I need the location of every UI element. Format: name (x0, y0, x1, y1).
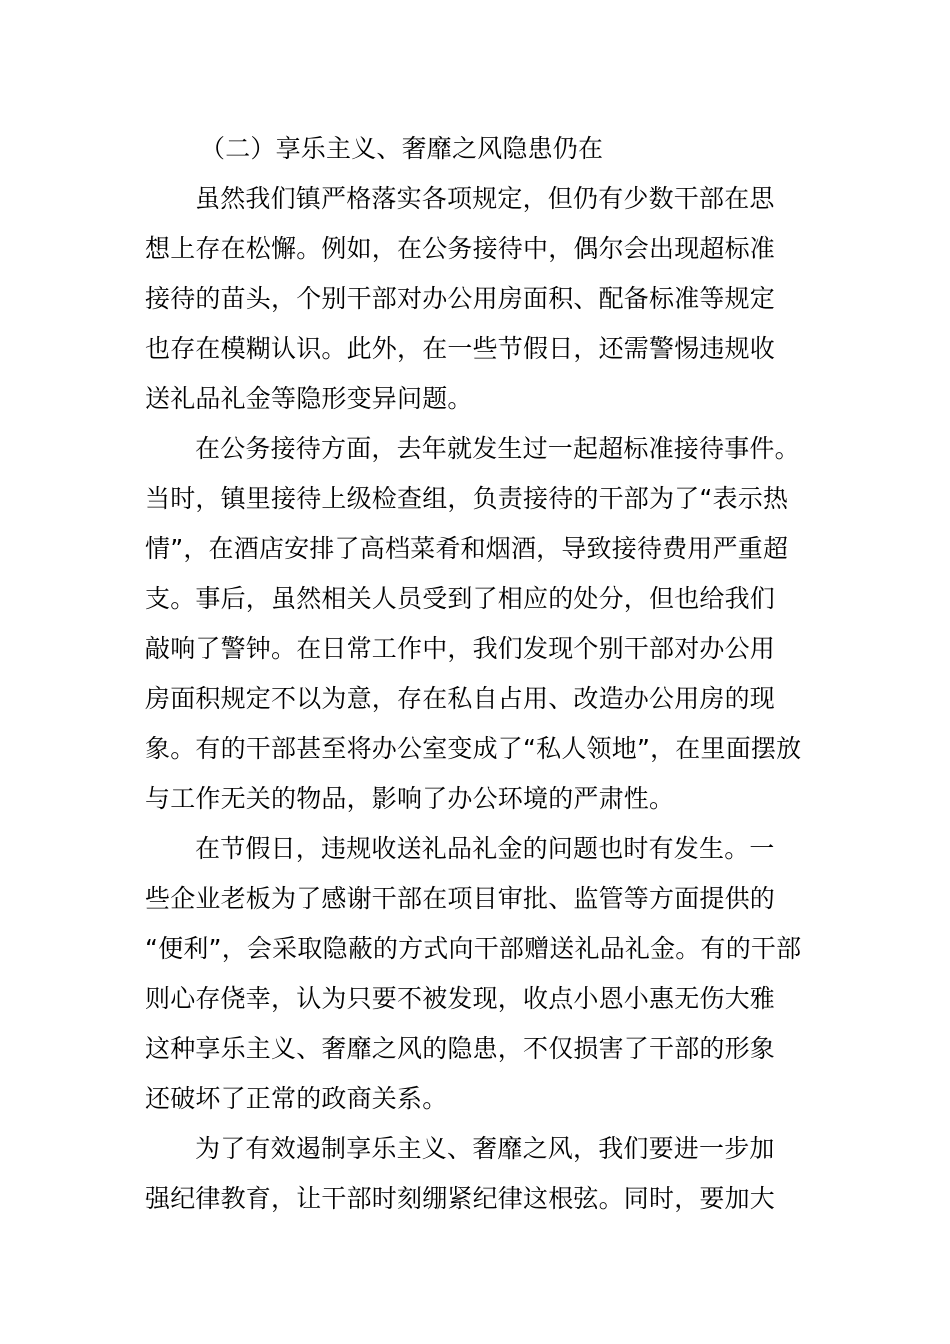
paragraph-line: 敲响了警钟。在日常工作中，我们发现个别干部对办公用 (145, 634, 776, 663)
paragraph-2 (145, 424, 825, 824)
paragraph-line: 为了有效遏制享乐主义、奢靡之风，我们要进一步加 (195, 1134, 775, 1163)
paragraph-line: 支。事后，虽然相关人员受到了相应的处分，但也给我们 (145, 584, 776, 613)
paragraph-1 (145, 174, 825, 424)
paragraph-line: 在公务接待方面，去年就发生过一起超标准接待事件。 (195, 434, 800, 463)
paragraph-line: “便利”，会采取隐蔽的方式向干部赠送礼品礼金。有的干部 (145, 934, 802, 963)
paragraph-line: 当时，镇里接待上级检查组，负责接待的干部为了“表示热 (145, 484, 789, 513)
paragraph-line: 在节假日，违规收送礼品礼金的问题也时有发生。一 (195, 834, 775, 863)
paragraph-line: 与工作无关的物品，影响了办公环境的严肃性。 (145, 784, 675, 813)
paragraph-line: 则心存侥幸，认为只要不被发现，收点小恩小惠无伤大雅 (145, 984, 776, 1013)
paragraph-line: 这种享乐主义、奢靡之风的隐患，不仅损害了干部的形象 (145, 1034, 776, 1063)
paragraph-line: 情”，在酒店安排了高档菜肴和烟酒，导致接待费用严重超 (145, 534, 789, 563)
paragraph-line: 象。有的干部甚至将办公室变成了“私人领地”，在里面摆放 (145, 734, 802, 763)
paragraph-line: 虽然我们镇严格落实各项规定，但仍有少数干部在思 (195, 184, 775, 213)
paragraph-line: 强纪律教育，让干部时刻绷紧纪律这根弦。同时，要加大 (145, 1184, 776, 1213)
paragraph-line: 还破坏了正常的政商关系。 (145, 1084, 448, 1113)
paragraph-line: 接待的苗头，个别干部对办公用房面积、配备标准等规定 (145, 284, 776, 313)
paragraph-line: 也存在模糊认识。此外，在一些节假日，还需警惕违规收 (145, 334, 776, 363)
document-body (145, 124, 825, 1224)
paragraph-line: 些企业老板为了感谢干部在项目审批、监管等方面提供的 (145, 884, 776, 913)
paragraph-line: 想上存在松懈。例如，在公务接待中，偶尔会出现超标准 (145, 234, 776, 263)
paragraph-line: 房面积规定不以为意，存在私自占用、改造办公用房的现 (145, 684, 776, 713)
section-heading: （二）享乐主义、奢靡之风隐患仍在 (200, 134, 604, 163)
paragraph-line: 送礼品礼金等隐形变异问题。 (145, 384, 473, 413)
paragraph-4 (145, 1124, 825, 1224)
paragraph-3 (145, 824, 825, 1124)
